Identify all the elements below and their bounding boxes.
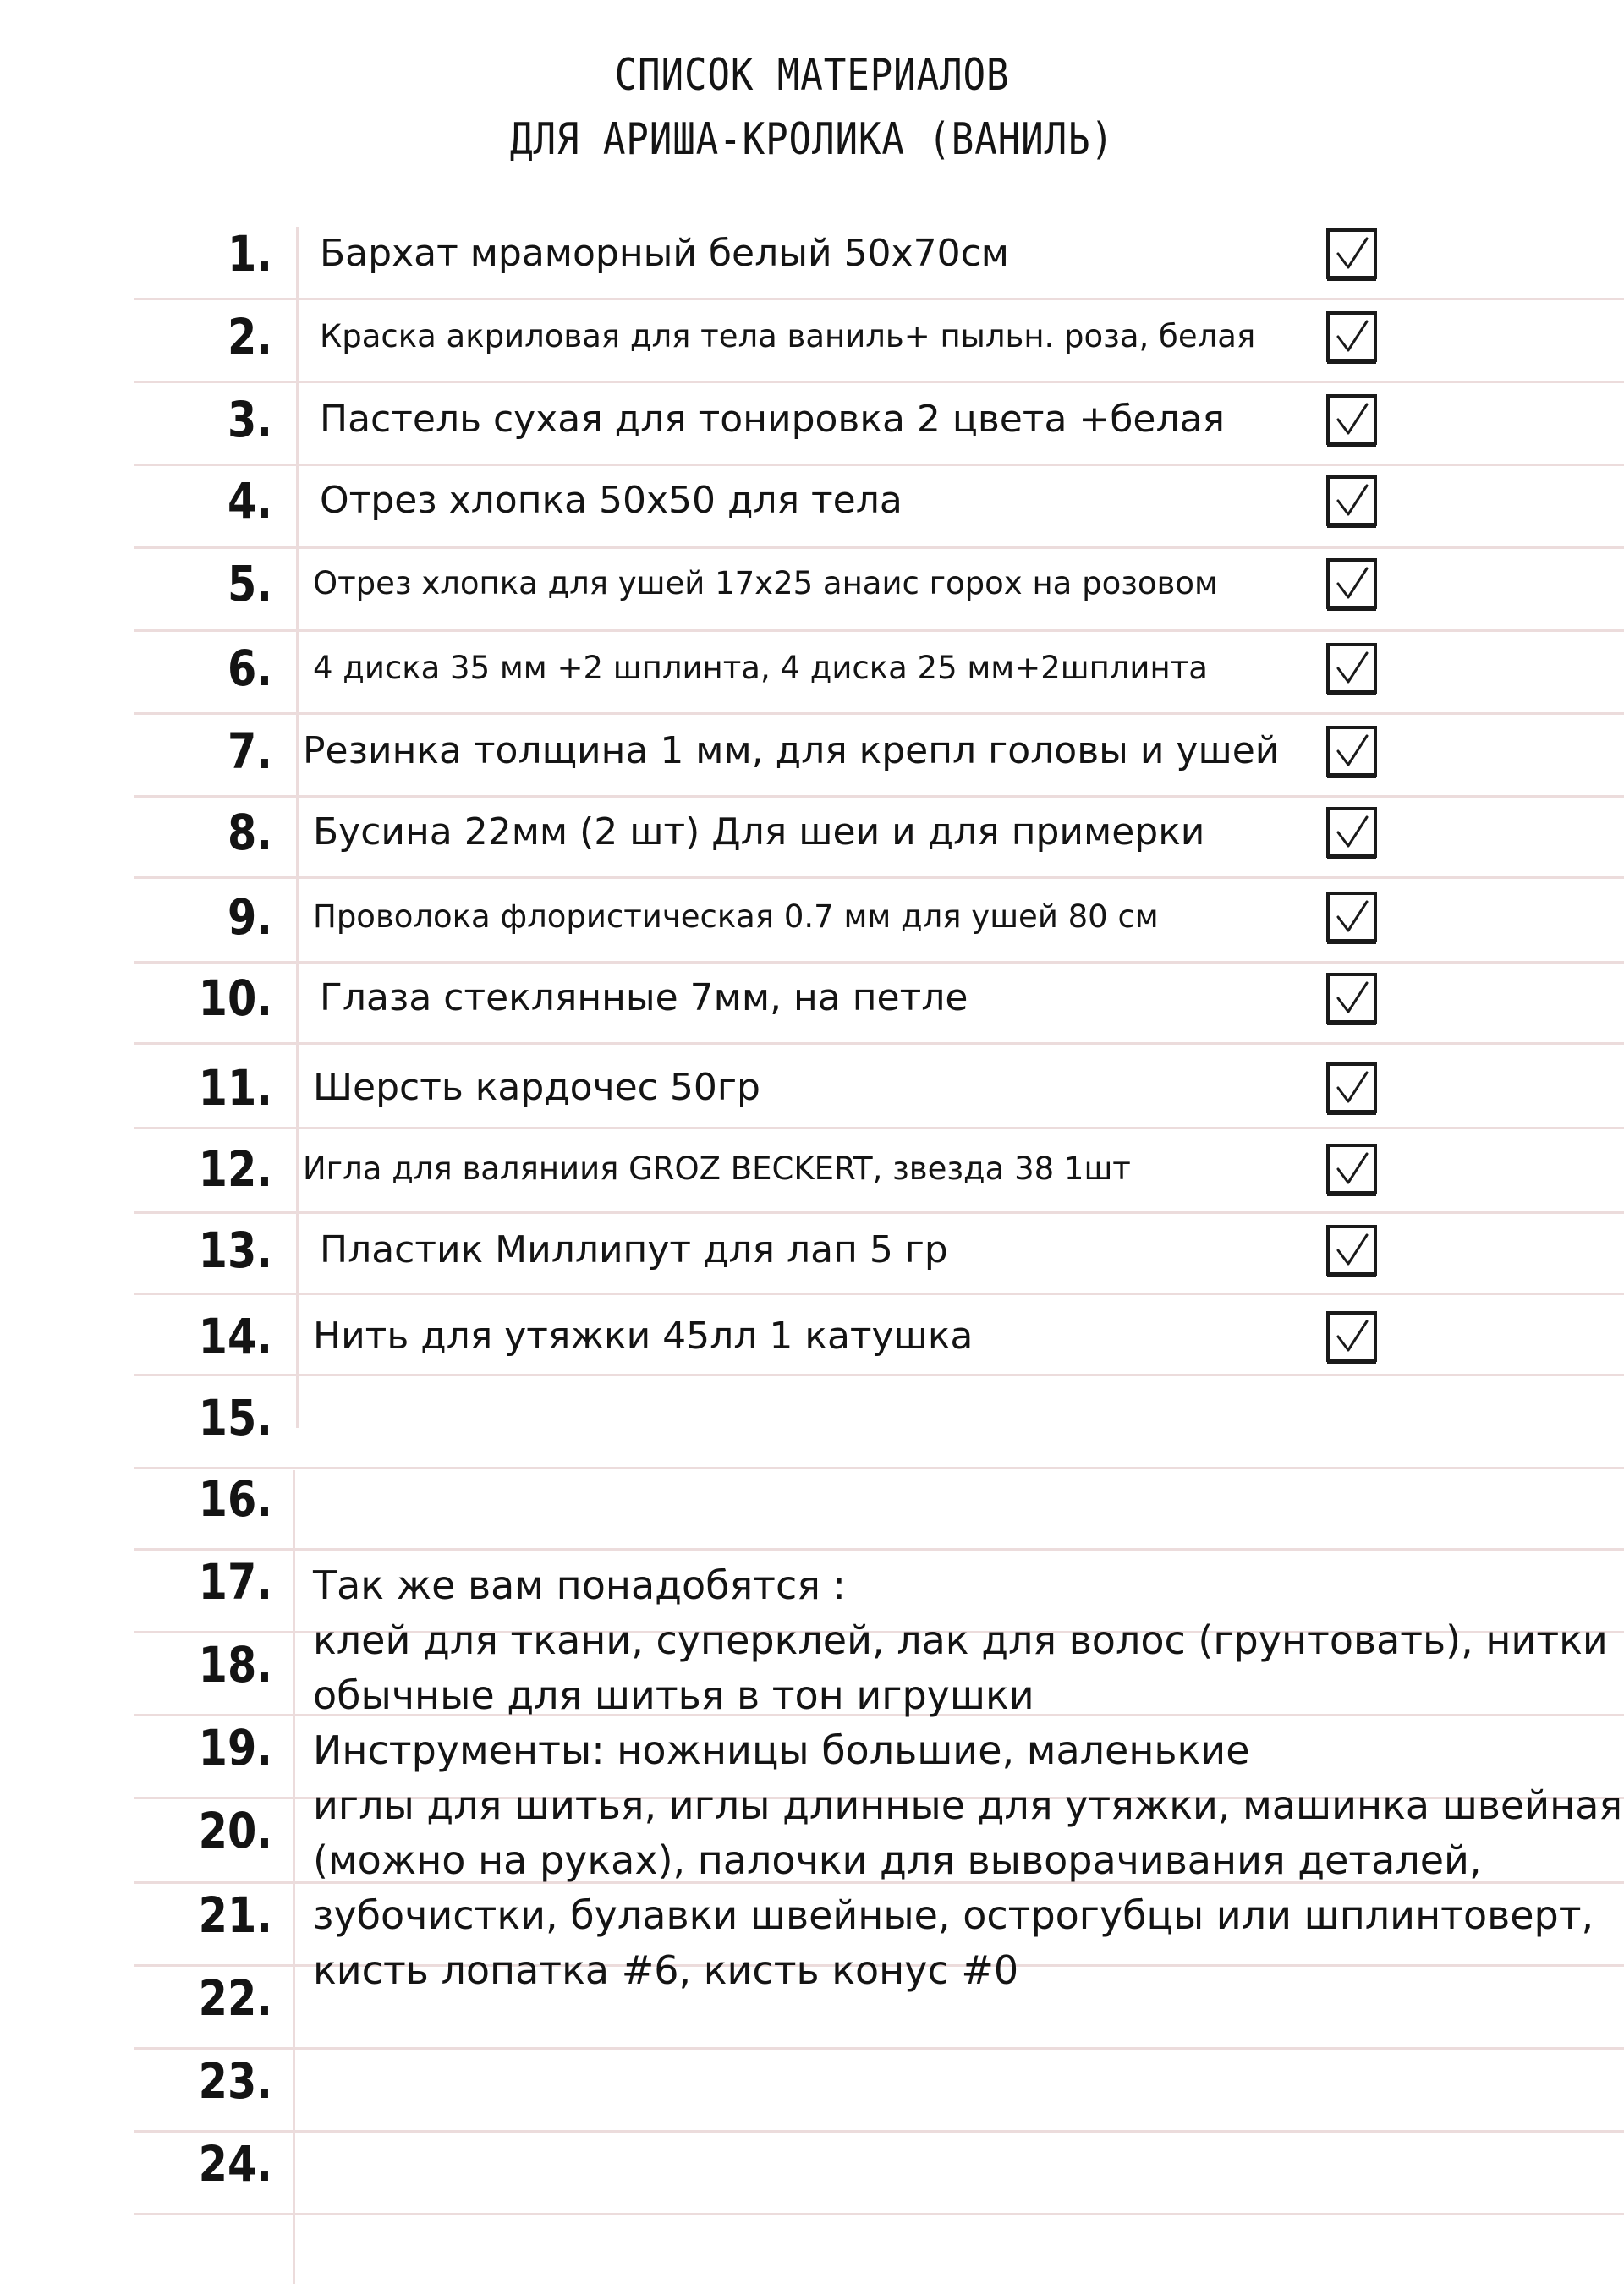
notes-line: обычные для шитья в тон игрушки xyxy=(313,1672,1034,1718)
row-number: 9. xyxy=(227,888,272,946)
rule-line xyxy=(134,629,1624,632)
rule-line xyxy=(134,2047,1624,2050)
item-text: Отрез хлопка для ушей 17х25 анаис горох на розовом xyxy=(313,565,1218,601)
list-row xyxy=(0,722,1624,780)
item-text: Шерсть кардочес 50гр xyxy=(313,1066,760,1109)
rule-line xyxy=(134,1548,1624,1551)
checked-box-icon[interactable] xyxy=(1326,973,1377,1024)
list-row xyxy=(0,969,1624,1027)
item-text: Пластик Миллипут для лап 5 гр xyxy=(320,1228,948,1271)
item-text: Пастель сухая для тонировка 2 цвета +белая xyxy=(320,398,1226,441)
notes-line: (можно на руках), палочки для выворачивания деталей, xyxy=(313,1837,1482,1883)
rule-line xyxy=(134,546,1624,549)
rule-line xyxy=(134,1374,1624,1376)
checked-box-icon[interactable] xyxy=(1326,1062,1377,1113)
row-number: 13. xyxy=(198,1222,272,1279)
row-number: 15. xyxy=(198,1389,272,1447)
checked-box-icon[interactable] xyxy=(1326,228,1377,279)
list-row xyxy=(0,640,1624,697)
row-number: 16. xyxy=(198,1470,272,1528)
item-text: Проволока флористическая 0.7 мм для ушей 80 см xyxy=(313,898,1159,935)
notes-line: Инструменты: ножницы большие, маленькие xyxy=(313,1727,1250,1773)
notes-line: Так же вам понадобятся : xyxy=(313,1562,847,1608)
rule-line xyxy=(134,961,1624,964)
checked-box-icon[interactable] xyxy=(1326,1311,1377,1362)
list-row xyxy=(0,1140,1624,1198)
checked-box-icon[interactable] xyxy=(1326,475,1377,526)
rule-line xyxy=(134,795,1624,798)
list-row xyxy=(0,555,1624,612)
item-text: Отрез хлопка 50х50 для тела xyxy=(320,479,903,522)
rule-line xyxy=(134,876,1624,879)
rule-line xyxy=(134,381,1624,383)
page-title-line-2: ДЛЯ АРИША-КРОЛИКА (ВАНИЛЬ) xyxy=(510,114,1114,165)
item-text: Резинка толщина 1 мм, для крепл головы и ушей xyxy=(303,729,1280,772)
row-number: 11. xyxy=(198,1059,272,1117)
notes-line: зубочистки, булавки швейные, острогубцы или шплинтоверт, xyxy=(313,1892,1594,1938)
list-row xyxy=(0,308,1624,365)
checked-box-icon[interactable] xyxy=(1326,394,1377,445)
row-number: 19. xyxy=(198,1719,272,1776)
rule-line xyxy=(134,1467,1624,1469)
item-text: Бусина 22мм (2 шт) Для шеи и для примерки xyxy=(313,810,1205,854)
margin-line xyxy=(293,1470,295,2284)
list-row xyxy=(0,1059,1624,1117)
checked-box-icon[interactable] xyxy=(1326,726,1377,777)
list-row xyxy=(0,888,1624,946)
row-number: 10. xyxy=(198,969,272,1027)
rule-line xyxy=(134,712,1624,715)
row-number: 20. xyxy=(198,1802,272,1859)
checked-box-icon[interactable] xyxy=(1326,311,1377,362)
notes-line: клей для ткани, суперклей, лак для волос (грунтовать), нитки xyxy=(313,1617,1608,1663)
item-text: Игла для валяниия GROZ BECKERT, звезда 38 1шт xyxy=(303,1150,1131,1187)
row-number: 14. xyxy=(198,1308,272,1365)
row-number: 5. xyxy=(227,555,272,612)
list-row xyxy=(0,1222,1624,1279)
item-text: Нить для утяжки 45лл 1 катушка xyxy=(313,1315,974,1358)
additional-notes xyxy=(313,1558,1623,1998)
list-row xyxy=(0,1470,1624,1528)
checked-box-icon[interactable] xyxy=(1326,807,1377,858)
checked-box-icon[interactable] xyxy=(1326,1144,1377,1194)
checked-box-icon[interactable] xyxy=(1326,892,1377,942)
row-number: 24. xyxy=(198,2135,272,2193)
row-number: 18. xyxy=(198,1636,272,1694)
margin-line xyxy=(296,227,299,1428)
list-row xyxy=(0,225,1624,283)
item-text: 4 диска 35 мм +2 шплинта, 4 диска 25 мм+2шплинта xyxy=(313,650,1208,686)
row-number: 1. xyxy=(227,225,272,283)
row-number: 17. xyxy=(198,1553,272,1611)
rule-line xyxy=(134,2213,1624,2215)
notes-line: кисть лопатка #6, кисть конус #0 xyxy=(313,1947,1019,1993)
list-row xyxy=(0,2052,1624,2110)
checked-box-icon[interactable] xyxy=(1326,643,1377,694)
rule-line xyxy=(134,298,1624,300)
row-number: 3. xyxy=(227,391,272,448)
row-number: 23. xyxy=(198,2052,272,2110)
rule-line xyxy=(134,1211,1624,1214)
item-text: Бархат мраморный белый 50х70см xyxy=(320,232,1009,275)
checked-box-icon[interactable] xyxy=(1326,1225,1377,1276)
row-number: 22. xyxy=(198,1969,272,2027)
page-title-line-1: СПИСОК МАТЕРИАЛОВ xyxy=(614,50,1010,101)
list-row xyxy=(0,1389,1624,1447)
checked-box-icon[interactable] xyxy=(1326,558,1377,609)
row-number: 4. xyxy=(227,472,272,530)
rule-line xyxy=(134,1293,1624,1295)
row-number: 12. xyxy=(198,1140,272,1198)
row-number: 6. xyxy=(227,640,272,697)
item-text: Глаза стеклянные 7мм, на петле xyxy=(320,976,968,1019)
rule-line xyxy=(134,1127,1624,1129)
rule-line xyxy=(134,2130,1624,2133)
row-number: 7. xyxy=(227,722,272,780)
row-number: 21. xyxy=(198,1886,272,1944)
notes-line: иглы для шитья, иглы длинные для утяжки, машинка швейная xyxy=(313,1782,1623,1828)
rule-line xyxy=(134,464,1624,466)
rule-line xyxy=(134,1042,1624,1045)
item-text: Краска акриловая для тела ваниль+ пыльн. роза, белая xyxy=(320,318,1256,354)
list-row xyxy=(0,804,1624,861)
row-number: 8. xyxy=(227,804,272,861)
list-row xyxy=(0,2135,1624,2193)
row-number: 2. xyxy=(227,308,272,365)
list-row xyxy=(0,472,1624,530)
